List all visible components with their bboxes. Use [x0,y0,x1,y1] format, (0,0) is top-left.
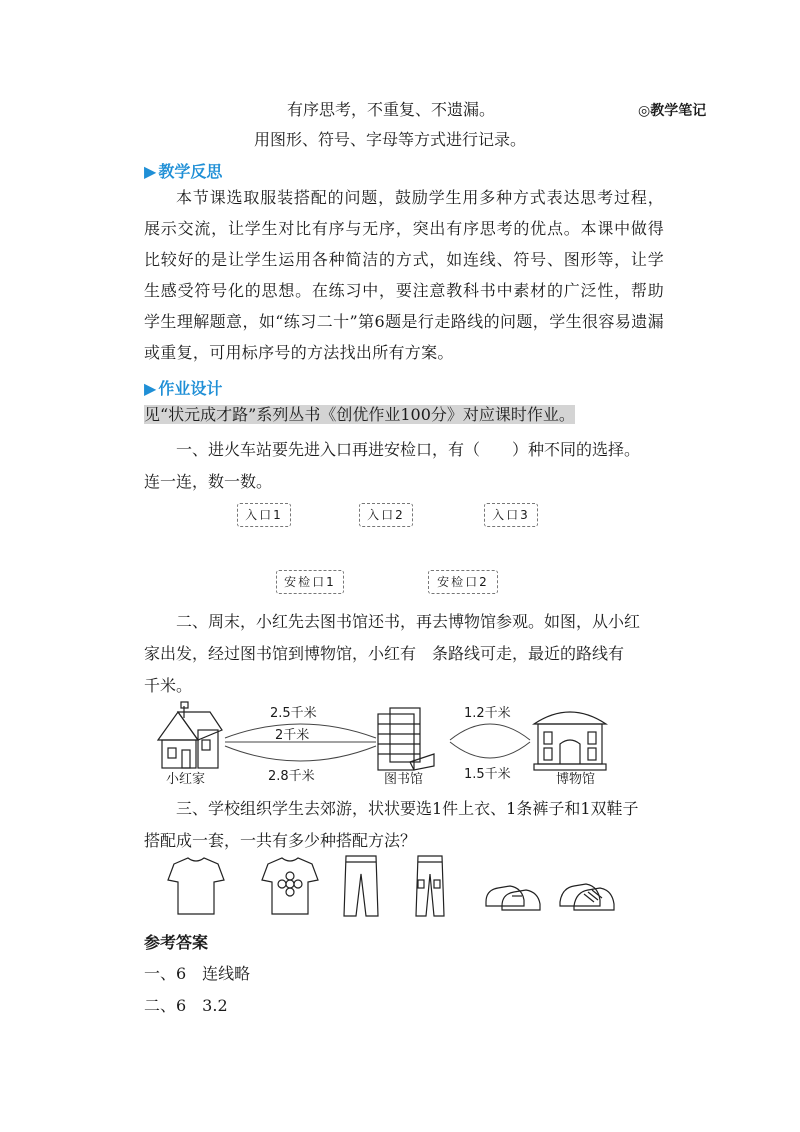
museum-building-icon [534,712,606,770]
home-label: 小红家 [166,772,206,787]
museum-label: 博物馆 [556,772,596,787]
q2-line-1: 二、周末，小红先去图书馆还书，再去博物馆参观。如图，从小红 [176,612,641,631]
q3-line-1: 三、学校组织学生去郊游，状状要选1件上衣、1条裤子和1双鞋子 [176,799,639,818]
clothing-items [158,852,618,922]
library-label: 图书馆 [384,772,424,787]
distance-1-5km-label: 1.5千米 [464,767,511,782]
triangle-icon: ▶ [144,162,157,181]
homework-highlight: 见“状元成才路”系列丛书《创优作业100分》对应课时作业。 [144,405,575,424]
answer-2: 二、6 3.2 [144,996,228,1015]
reflection-text: 本节课选取服装搭配的问题，鼓励学生用多种方式表达思考过程，展示交流，让学生对比有序与无序，突出有序思考的优点。本课中做得比较好的是让学生运用各种简洁的方式，如连线、符号、图形等，让学生感受符号化的思想。在练习中，要注意教科书中素材的广泛性，帮助学生理解题意，如“练习二十”第6题是行走路线的问题，学生很容易遗漏或重复，可用标序号的方法找出所有方案。 [144,188,664,362]
entrance-2-box[interactable]: 入口2 [359,503,413,527]
distance-2km-label: 2千米 [275,728,310,743]
distance-2-8km-label: 2.8千米 [268,769,315,784]
checkpoint-2-box[interactable]: 安检口2 [428,570,498,594]
distance-2-5km-label: 2.5千米 [270,706,317,721]
answer-1: 一、6 连线略 [144,964,251,983]
q1-line-1: 一、进火车站要先进入口再进安检口，有（ ）种不同的选择。 [176,440,641,459]
pants-1-icon [344,856,378,916]
route-2-8km [225,746,376,761]
tshirt-plain-icon [168,858,224,914]
library-building-icon [378,708,434,770]
entrance-1-box[interactable]: 入口1 [237,503,291,527]
home-house-icon [158,702,222,768]
answers-heading: 参考答案 [144,933,209,952]
q2-line-2: 家出发，经过图书馆到博物馆，小红有 条路线可走，最近的路线有 [144,644,625,663]
homework-heading: ▶ 作业设计 [144,379,223,398]
route-1-5km [450,742,530,758]
reflection-heading: ▶ 教学反思 [144,162,223,181]
q3-line-2: 搭配成一套，一共有多少种搭配方法？ [144,831,417,850]
route-1-2km [450,724,530,740]
tshirt-flower-icon [262,858,318,914]
q2-line-3: 千米。 [144,676,193,695]
checkpoint-1-box[interactable]: 安检口1 [276,570,344,594]
triangle-icon: ▶ [144,379,157,398]
q1-line-2: 连一连，数一数。 [144,472,273,491]
entrance-3-box[interactable]: 入口3 [484,503,538,527]
top-line-1: 有序思考，不重复、不遗漏。 [286,100,495,119]
top-line-2: 用图形、符号、字母等方式进行记录。 [253,130,526,149]
shoes-2-icon [560,884,614,910]
shoes-1-icon [486,886,540,910]
distance-1-2km-label: 1.2千米 [464,706,511,721]
teaching-notes-label: ◎教学笔记 [638,103,707,119]
pants-2-icon [416,856,444,916]
